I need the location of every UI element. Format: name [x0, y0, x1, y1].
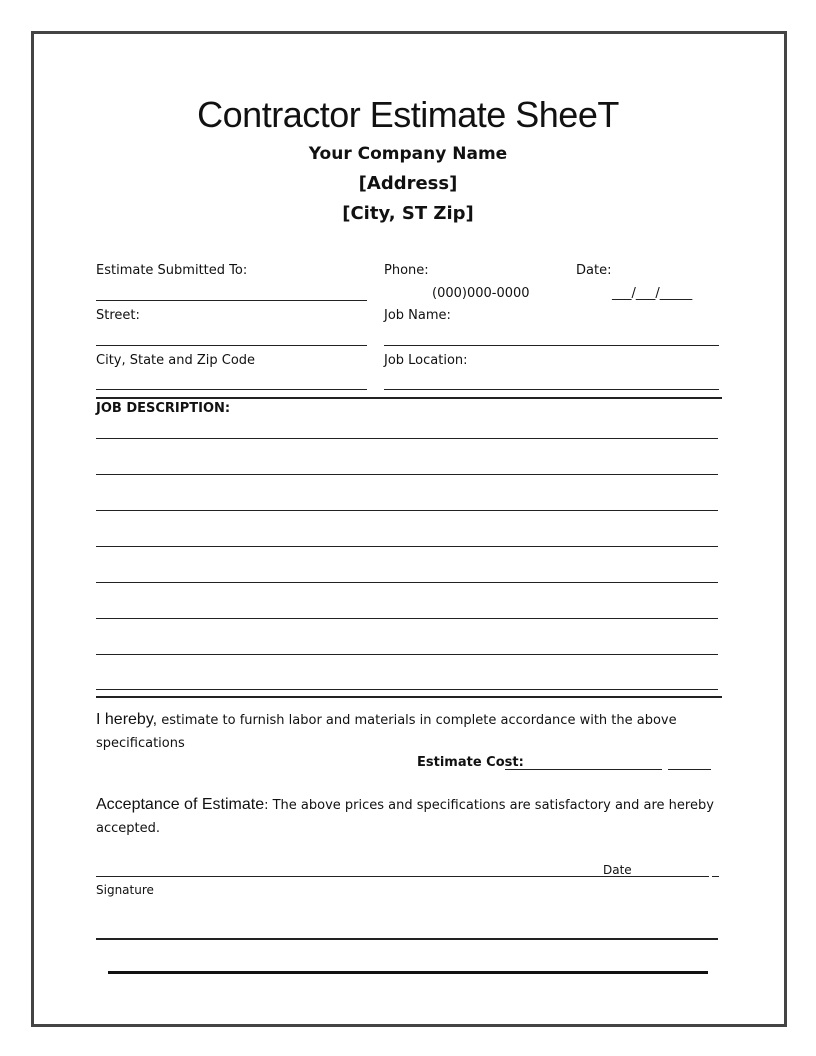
job-location-label: Job Location: [384, 353, 468, 368]
street-label: Street: [96, 308, 140, 323]
acceptance-date-label: Date [603, 863, 632, 877]
estimate-text: estimate to furnish labor and materials in complete accordance with the above [157, 713, 677, 728]
submitted-to-field[interactable] [96, 300, 367, 301]
company-city-state-zip: [City, ST Zip] [342, 203, 474, 224]
job-description-line[interactable] [96, 510, 718, 511]
job-name-field[interactable] [384, 345, 719, 346]
section-divider-bottom [96, 696, 722, 698]
acceptance-text-continued: accepted. [96, 821, 160, 836]
company-name: Your Company Name [308, 144, 508, 164]
phone-field[interactable]: (000)000-0000 [432, 286, 530, 301]
job-description-line[interactable] [96, 654, 718, 655]
estimate-text-continued: specifications [96, 736, 185, 751]
acceptance-signature-line[interactable] [96, 876, 600, 877]
estimate-cost-field[interactable] [505, 769, 662, 770]
page-title: Contractor Estimate SheeT [197, 94, 619, 135]
job-description-line[interactable] [96, 618, 718, 619]
city-state-zip-label: City, State and Zip Code [96, 353, 256, 368]
acceptance-date-field[interactable] [600, 876, 709, 877]
job-description-line[interactable] [96, 546, 718, 547]
company-address: [Address] [358, 173, 458, 194]
footer-rule [108, 971, 708, 974]
phone-label: Phone: [384, 263, 429, 278]
job-description-line[interactable] [96, 582, 718, 583]
acceptance-date-tail [712, 876, 719, 877]
signature-label: Signature [96, 883, 154, 897]
section-divider-top [96, 397, 722, 399]
job-description-line[interactable] [96, 474, 718, 475]
signature-line[interactable] [96, 938, 718, 940]
acceptance-lead: Acceptance of Estimate [96, 796, 265, 813]
date-field[interactable]: ___/___/_____ [612, 286, 693, 301]
submitted-to-label: Estimate Submitted To: [96, 263, 248, 278]
city-state-zip-field[interactable] [96, 389, 367, 390]
job-description-label: JOB DESCRIPTION: [96, 401, 231, 416]
acceptance-text: : The above prices and specifications are satisfactory and are hereby [264, 798, 714, 813]
date-label: Date: [576, 263, 612, 278]
estimate-cost-cents-field[interactable] [668, 769, 711, 770]
estimate-lead: I hereby, [96, 711, 158, 728]
acceptance-statement [96, 796, 714, 814]
job-description-line[interactable] [96, 438, 718, 439]
job-name-label: Job Name: [384, 308, 451, 323]
job-location-field[interactable] [384, 389, 719, 390]
job-description-line[interactable] [96, 689, 718, 690]
estimate-statement [96, 711, 677, 729]
estimate-cost-label: Estimate Cost: [417, 755, 524, 770]
street-field[interactable] [96, 345, 367, 346]
